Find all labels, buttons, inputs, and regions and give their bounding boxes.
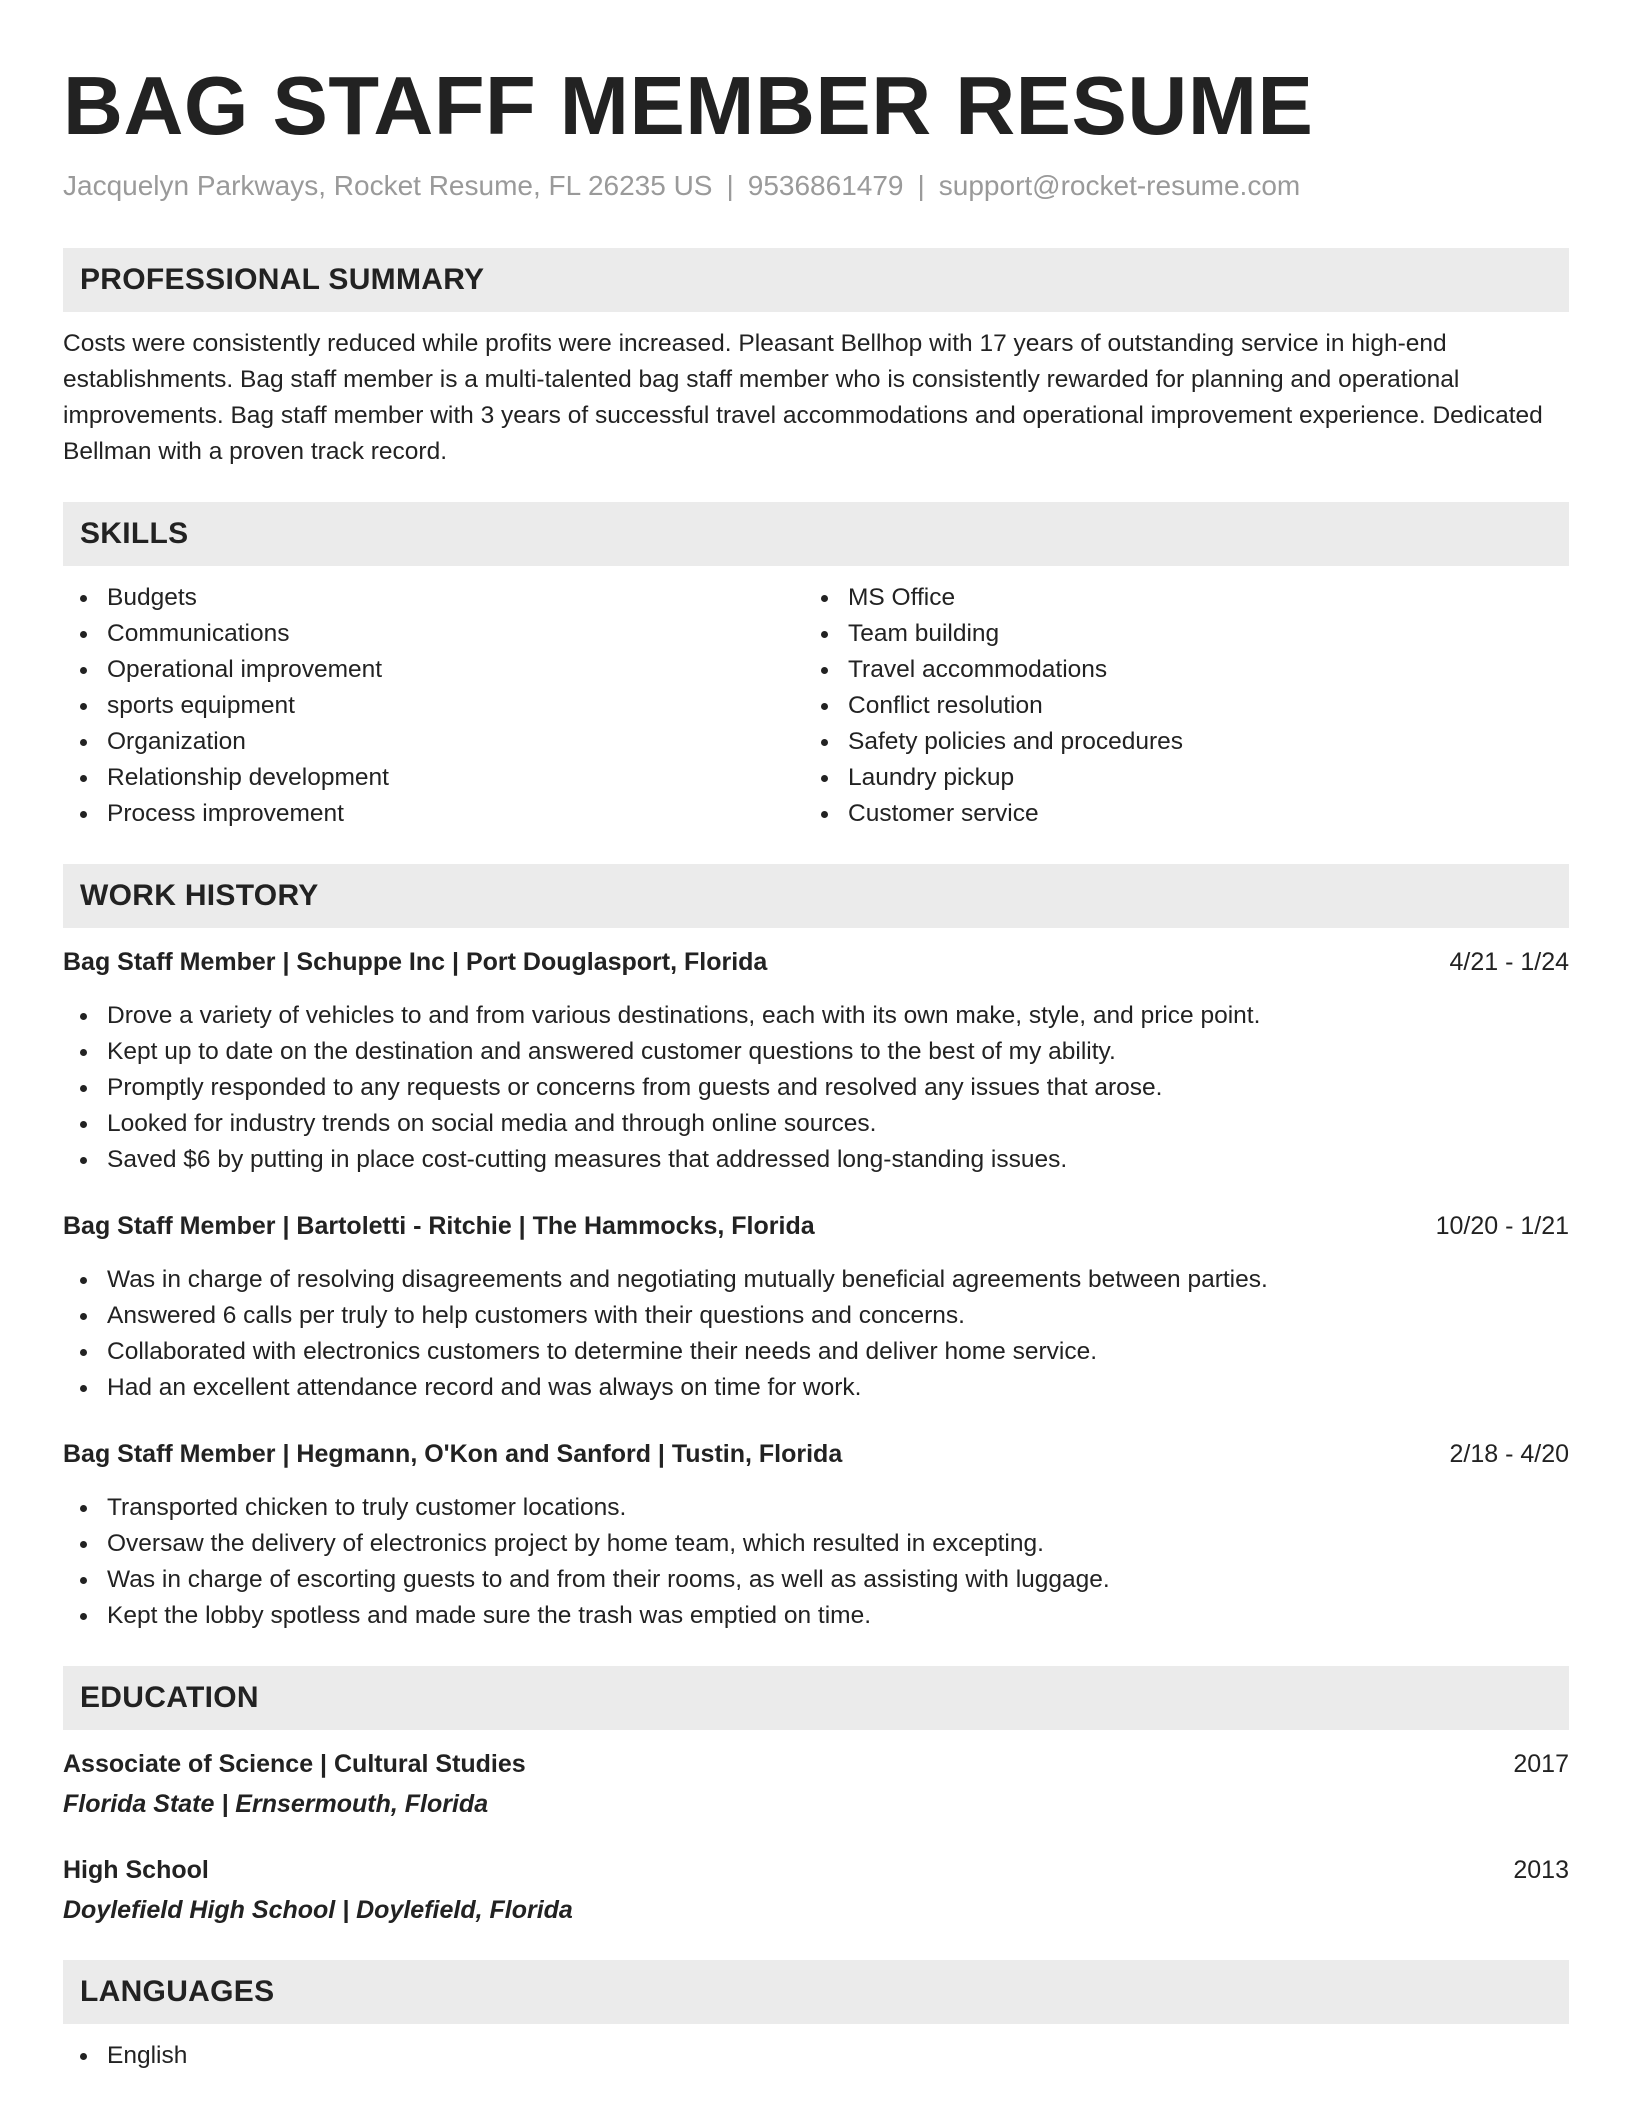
skill-item: Travel accommodations [804, 652, 1545, 688]
skill-item: Safety policies and procedures [804, 724, 1545, 760]
job-bullet: Kept the lobby spotless and made sure the trash was emptied on time. [63, 1598, 1569, 1634]
skills-grid [63, 580, 1569, 832]
skill-item: Communications [63, 616, 804, 652]
job-bullet: Looked for industry trends on social media and through online sources. [63, 1106, 1569, 1142]
contact-address: Jacquelyn Parkways, Rocket Resume, FL 26235 US [63, 170, 713, 201]
languages-list [63, 2038, 1569, 2074]
job-bullets [63, 1490, 1569, 1634]
contact-phone: 9536861479 [747, 170, 904, 201]
summary-text: Costs were consistently reduced while profits were increased. Pleasant Bellhop with 17 years of outstanding service in high-end establishments. Bag staff member is a multi-talented bag staff member who is consistently rewarded for planning and operational improvements. Bag staff member with 3 years of successful travel accommodations and operational improvement experience. Dedicated Bellman with a proven track record. [63, 330, 1543, 465]
job-bullets [63, 1262, 1569, 1406]
education-year: 2017 [1513, 1750, 1569, 1778]
job-header [63, 944, 1569, 980]
job-bullet: Collaborated with electronics customers to determine their needs and deliver home service. [63, 1334, 1569, 1370]
skill-item: Organization [63, 724, 804, 760]
skill-item: Customer service [804, 796, 1545, 832]
education-header [63, 1852, 1569, 1888]
job-bullet: Drove a variety of vehicles to and from various destinations, each with its own make, style, and price point. [63, 998, 1569, 1034]
job-dates: 2/18 - 4/20 [1449, 1440, 1569, 1468]
job-dates: 4/21 - 1/24 [1449, 948, 1569, 976]
section-header-languages: LANGUAGES [63, 1960, 1569, 2024]
section-header-education: EDUCATION [63, 1666, 1569, 1730]
section-header-work-history: WORK HISTORY [63, 864, 1569, 928]
education-degree: Associate of Science | Cultural Studies [63, 1750, 526, 1778]
job-bullet: Had an excellent attendance record and was always on time for work. [63, 1370, 1569, 1406]
job-bullet: Was in charge of resolving disagreements and negotiating mutually beneficial agreements between parties. [63, 1262, 1569, 1298]
contact-line [63, 166, 1569, 206]
skill-item: sports equipment [63, 688, 804, 724]
education-school: Florida State | Ernsermouth, Florida [63, 1790, 489, 1818]
contact-separator: | [726, 170, 734, 201]
contact-email: support@rocket-resume.com [938, 170, 1301, 201]
education-degree: High School [63, 1856, 209, 1884]
job-bullet: Was in charge of escorting guests to and from their rooms, as well as assisting with luggage. [63, 1562, 1569, 1598]
skills-column-left [63, 580, 804, 832]
skill-item: Laundry pickup [804, 760, 1545, 796]
job-title: Bag Staff Member | Bartoletti - Ritchie | The Hammocks, Florida [63, 1212, 815, 1240]
job-header [63, 1208, 1569, 1244]
contact-separator: | [917, 170, 925, 201]
education-entry [63, 1746, 1569, 1822]
education-school: Doylefield High School | Doylefield, Florida [63, 1896, 573, 1924]
job-title: Bag Staff Member | Schuppe Inc | Port Douglasport, Florida [63, 948, 768, 976]
job-bullet: Promptly responded to any requests or concerns from guests and resolved any issues that arose. [63, 1070, 1569, 1106]
job-entry [63, 944, 1569, 1178]
job-bullet: Kept up to date on the destination and answered customer questions to the best of my ability. [63, 1034, 1569, 1070]
job-header [63, 1436, 1569, 1472]
skill-item: Conflict resolution [804, 688, 1545, 724]
skill-item: Operational improvement [63, 652, 804, 688]
job-dates: 10/20 - 1/21 [1435, 1212, 1569, 1240]
section-header-skills: SKILLS [63, 502, 1569, 566]
education-year: 2013 [1513, 1856, 1569, 1884]
skill-item: Relationship development [63, 760, 804, 796]
job-bullet: Answered 6 calls per truly to help customers with their questions and concerns. [63, 1298, 1569, 1334]
skills-column-right [804, 580, 1545, 832]
job-entry [63, 1436, 1569, 1634]
job-bullet: Saved $6 by putting in place cost-cutting measures that addressed long-standing issues. [63, 1142, 1569, 1178]
job-bullet: Transported chicken to truly customer locations. [63, 1490, 1569, 1526]
education-header [63, 1746, 1569, 1782]
section-header-summary: PROFESSIONAL SUMMARY [63, 248, 1569, 312]
skill-item: MS Office [804, 580, 1545, 616]
language-item: English [63, 2038, 1569, 2074]
skill-item: Budgets [63, 580, 804, 616]
job-bullets [63, 998, 1569, 1178]
job-entry [63, 1208, 1569, 1406]
job-bullet: Oversaw the delivery of electronics project by home team, which resulted in excepting. [63, 1526, 1569, 1562]
education-entry [63, 1852, 1569, 1928]
skill-item: Team building [804, 616, 1545, 652]
job-title: Bag Staff Member | Hegmann, O'Kon and Sanford | Tustin, Florida [63, 1440, 843, 1468]
resume-title: BAG STAFF MEMBER RESUME [63, 59, 1314, 152]
skill-item: Process improvement [63, 796, 804, 832]
